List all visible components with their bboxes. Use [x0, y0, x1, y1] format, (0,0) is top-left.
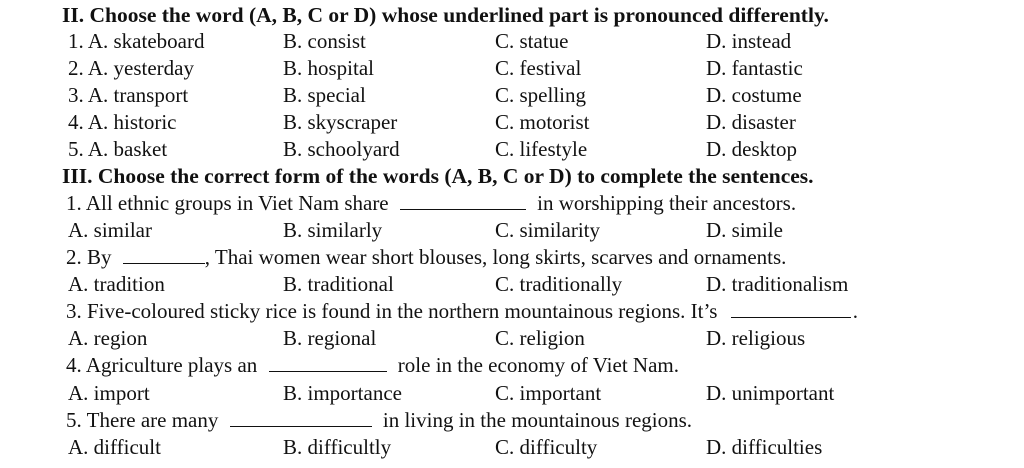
option-c: C. religion: [495, 326, 585, 350]
answer-blank[interactable]: [269, 354, 387, 372]
option-a: 1. A. skateboard: [68, 29, 205, 53]
answer-blank[interactable]: [230, 409, 372, 427]
option-a: 4. A. historic: [68, 110, 177, 134]
stem-text: , Thai women wear short blouses, long skirts, scarves and ornaments.: [204, 245, 787, 269]
option-c: C. difficulty: [495, 435, 598, 459]
option-b: B. schoolyard: [283, 137, 400, 161]
option-a: 3. A. transport: [68, 83, 189, 107]
option-d: D. costume: [706, 83, 802, 107]
option-a: A. difficult: [68, 435, 161, 459]
option-b: B. skyscraper: [283, 110, 398, 134]
option-a: A. tradition: [68, 272, 165, 296]
option-b: B. difficultly: [283, 435, 392, 459]
stem-text: 2. By: [66, 245, 112, 269]
option-d: D. difficulties: [706, 435, 823, 459]
option-a: A. import: [68, 381, 150, 405]
stem-text: 1. All ethnic groups in Viet Nam share: [66, 191, 389, 215]
stem-text: 5. There are many: [66, 408, 219, 432]
option-a: 5. A. basket: [68, 137, 168, 161]
option-d: D. disaster: [706, 110, 796, 134]
option-d: D. traditionalism: [706, 272, 849, 296]
option-c: C. spelling: [495, 83, 587, 107]
option-b: B. hospital: [283, 56, 375, 80]
option-d: D. instead: [706, 29, 792, 53]
option-c: C. important: [495, 381, 602, 405]
option-d: D. unimportant: [706, 381, 835, 405]
option-c: C. similarity: [495, 218, 600, 242]
option-d: D. desktop: [706, 137, 797, 161]
option-c: C. traditionally: [495, 272, 623, 296]
option-a: A. region: [68, 326, 148, 350]
option-d: D. fantastic: [706, 56, 803, 80]
option-c: C. festival: [495, 56, 582, 80]
answer-blank[interactable]: [400, 192, 526, 210]
option-b: B. regional: [283, 326, 377, 350]
s3-question-stem: [66, 190, 796, 217]
option-b: B. special: [283, 83, 366, 107]
s3-question-stem: [66, 407, 692, 434]
answer-blank[interactable]: [731, 300, 851, 318]
stem-text: 4. Agriculture plays an: [66, 353, 258, 377]
option-a: A. similar: [68, 218, 152, 242]
section-2-heading: II. Choose the word (A, B, C or D) whose underlined part is pronounced differently.: [62, 3, 829, 27]
option-b: B. importance: [283, 381, 402, 405]
stem-text: in living in the mountainous regions.: [382, 408, 693, 432]
option-a: 2. A. yesterday: [68, 56, 194, 80]
stem-text: role in the economy of Viet Nam.: [397, 353, 679, 377]
stem-text: .: [852, 299, 858, 323]
s3-question-stem: [66, 298, 858, 325]
s3-question-stem: [66, 244, 786, 271]
option-b: B. consist: [283, 29, 366, 53]
option-c: C. statue: [495, 29, 569, 53]
option-d: D. religious: [706, 326, 806, 350]
option-d: D. simile: [706, 218, 783, 242]
answer-blank[interactable]: [123, 246, 205, 264]
section-3-heading: III. Choose the correct form of the words (A, B, C or D) to complete the sentences.: [62, 164, 814, 188]
s3-question-stem: [66, 352, 679, 379]
option-b: B. traditional: [283, 272, 394, 296]
stem-text: 3. Five-coloured sticky rice is found in the northern mountainous regions. It’s: [66, 299, 718, 323]
stem-text: in worshipping their ancestors.: [537, 191, 797, 215]
option-b: B. similarly: [283, 218, 383, 242]
option-c: C. lifestyle: [495, 137, 588, 161]
option-c: C. motorist: [495, 110, 590, 134]
